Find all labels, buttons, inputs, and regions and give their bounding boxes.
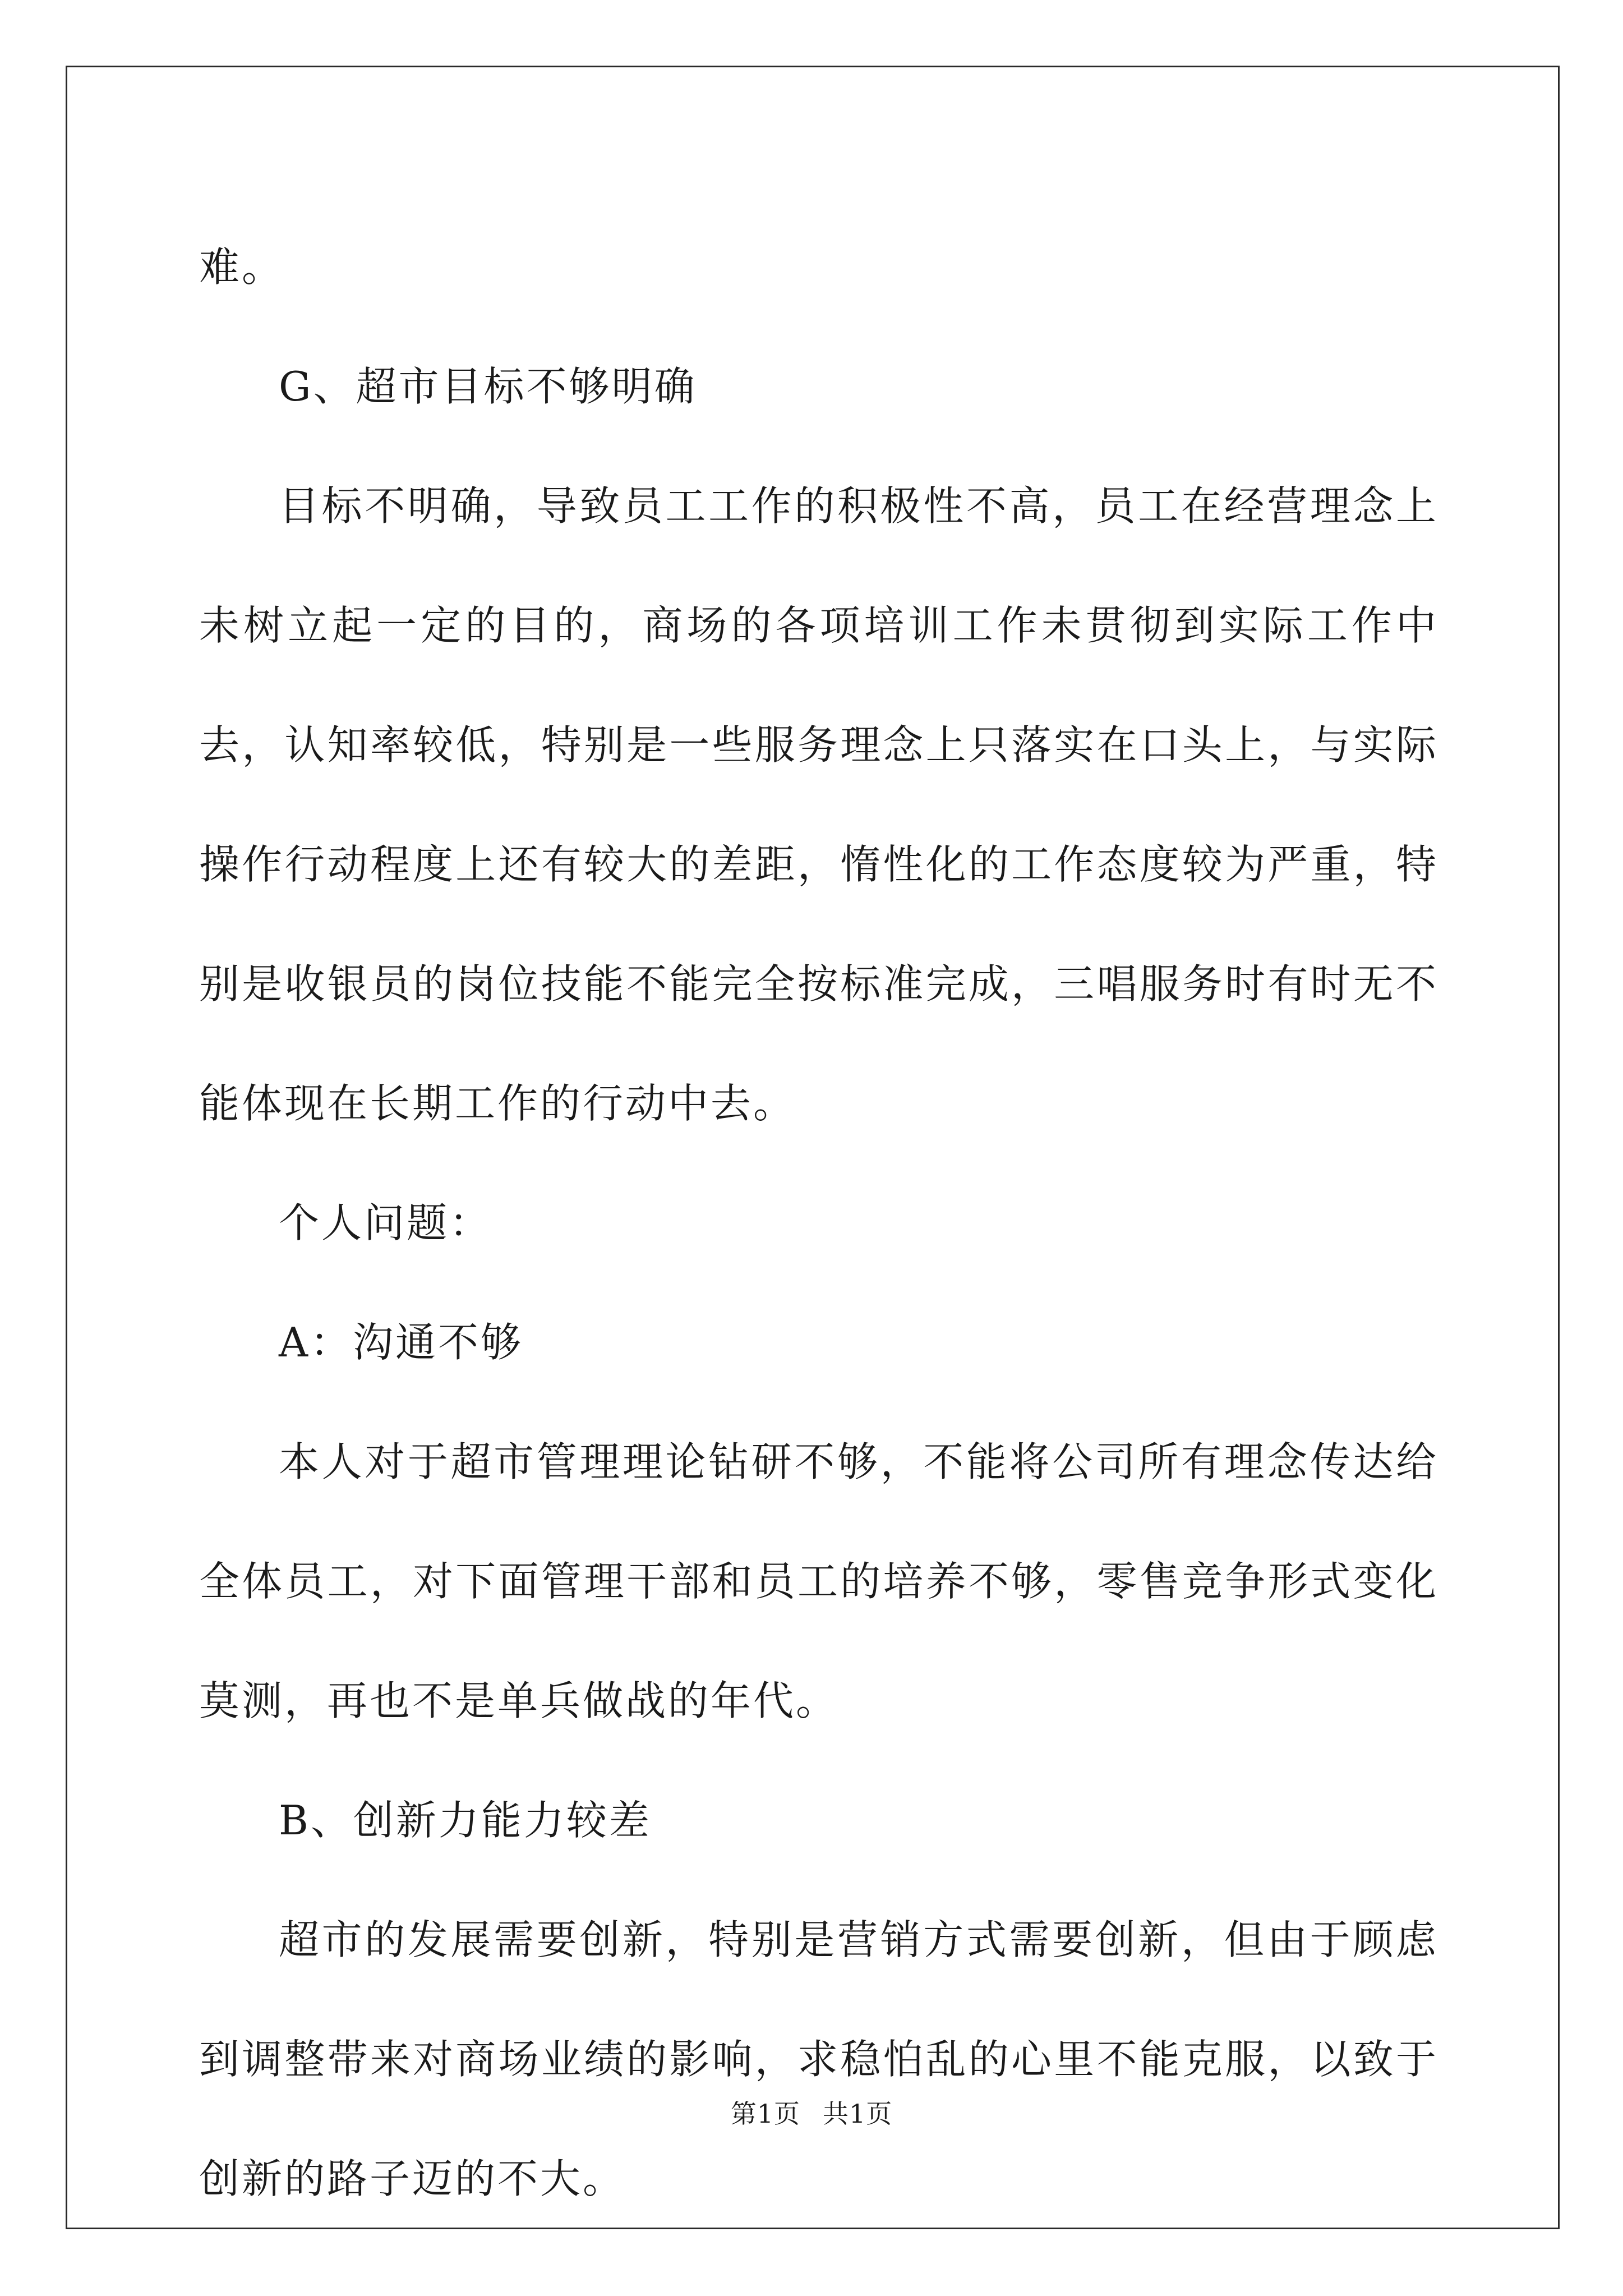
paragraph-goal-unclear: 目标不明确，导致员工工作的积极性不高，员工在经营理念上未树立起一定的目的，商场的各项培训工作未贯彻到实际工作中去，认知率较低，特别是一些服务理念上只落实在口头上，与实际操作行动程度上还有较大的差距，惰性化的工作态度较为严重，特别是收银员的岗位技能不能完全按标准完成，三唱服务时有时无不能体现在长期工作的行动中去。	[199, 482, 1438, 1127]
page-number-total: 共1页	[823, 2099, 893, 2129]
section-heading-g: G、超市目标不够明确	[279, 363, 697, 410]
page-number-current: 第1页	[730, 2099, 800, 2129]
section-heading-a: A：沟通不够	[279, 1319, 523, 1366]
section-heading-personal-issues: 个人问题：	[279, 1199, 492, 1246]
paragraph-communication: 本人对于超市管理理论钻研不够，不能将公司所有理念传达给全体员工，对下面管理干部和员工的培养不够，零售竞争形式变化莫测，再也不是单兵做战的年代。	[199, 1438, 1438, 1724]
document-body	[199, 208, 1438, 2239]
paragraph-continuation: 难。	[199, 243, 285, 291]
paragraph-innovation: 超市的发展需要创新，特别是营销方式需要创新，但由于顾虑到调整带来对商场业绩的影响，求稳怕乱的心里不能克服，以致于创新的路子迈的不大。	[199, 1916, 1438, 2202]
section-heading-b: B、创新力能力较差	[279, 1797, 652, 1844]
page-footer	[0, 2097, 1623, 2131]
